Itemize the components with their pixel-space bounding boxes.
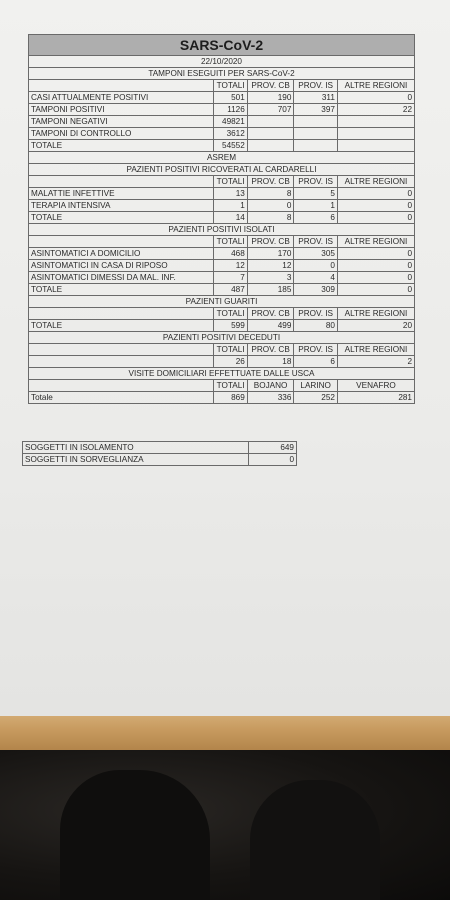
row-label: TOTALE bbox=[29, 284, 214, 296]
column-header: TOTALI bbox=[214, 236, 247, 248]
report-date: 22/10/2020 bbox=[29, 56, 415, 68]
value-cell: 54552 bbox=[214, 140, 247, 152]
value-cell: 6 bbox=[294, 356, 338, 368]
column-header: BOJANO bbox=[247, 380, 294, 392]
value-cell: 599 bbox=[214, 320, 247, 332]
empty-header-cell bbox=[29, 308, 214, 320]
table-row bbox=[29, 248, 415, 260]
row-label: TAMPONI POSITIVI bbox=[29, 104, 214, 116]
table-row bbox=[29, 92, 415, 104]
row-label: TERAPIA INTENSIVA bbox=[29, 200, 214, 212]
column-header: PROV. CB bbox=[247, 308, 294, 320]
row-label: TOTALE bbox=[29, 320, 214, 332]
table-row bbox=[29, 104, 415, 116]
value-cell: 281 bbox=[337, 392, 414, 404]
value-cell: 252 bbox=[294, 392, 338, 404]
value-cell: 6 bbox=[294, 212, 338, 224]
value-cell: 305 bbox=[294, 248, 338, 260]
value-cell: 8 bbox=[247, 188, 294, 200]
column-header: ALTRE REGIONI bbox=[337, 344, 414, 356]
row-label: SOGGETTI IN SORVEGLIANZA bbox=[23, 454, 249, 466]
table-row bbox=[29, 188, 415, 200]
column-header-row bbox=[29, 344, 415, 356]
value-cell: 468 bbox=[214, 248, 247, 260]
value-cell bbox=[337, 116, 414, 128]
isolation-table bbox=[22, 441, 297, 466]
empty-header-cell bbox=[29, 176, 214, 188]
section-title-row bbox=[29, 368, 415, 380]
value-cell: 80 bbox=[294, 320, 338, 332]
value-cell: 0 bbox=[249, 454, 297, 466]
column-header: TOTALI bbox=[214, 380, 247, 392]
column-header: ALTRE REGIONI bbox=[337, 80, 414, 92]
value-cell: 0 bbox=[337, 272, 414, 284]
value-cell: 311 bbox=[294, 92, 338, 104]
value-cell: 4 bbox=[294, 272, 338, 284]
section-title: PAZIENTI POSITIVI DECEDUTI bbox=[29, 332, 415, 344]
row-label: ASINTOMATICI DIMESSI DA MAL. INF. bbox=[29, 272, 214, 284]
value-cell: 18 bbox=[247, 356, 294, 368]
value-cell bbox=[247, 116, 294, 128]
column-header: TOTALI bbox=[214, 80, 247, 92]
value-cell bbox=[247, 128, 294, 140]
shoe-shadow bbox=[250, 780, 380, 900]
value-cell: 499 bbox=[247, 320, 294, 332]
value-cell: 7 bbox=[214, 272, 247, 284]
table-row bbox=[29, 272, 415, 284]
value-cell: 13 bbox=[214, 188, 247, 200]
value-cell: 397 bbox=[294, 104, 338, 116]
column-header: LARINO bbox=[294, 380, 338, 392]
section-title-row bbox=[29, 164, 415, 176]
value-cell: 869 bbox=[214, 392, 247, 404]
value-cell: 3 bbox=[247, 272, 294, 284]
column-header: ALTRE REGIONI bbox=[337, 236, 414, 248]
row-label bbox=[29, 356, 214, 368]
column-header-row bbox=[29, 308, 415, 320]
table-row bbox=[29, 200, 415, 212]
table-row bbox=[29, 128, 415, 140]
value-cell bbox=[294, 140, 338, 152]
table-row bbox=[29, 320, 415, 332]
value-cell bbox=[294, 116, 338, 128]
table-row bbox=[23, 454, 297, 466]
section-title: PAZIENTI POSITIVI RICOVERATI AL CARDARELLI bbox=[29, 164, 415, 176]
column-header: PROV. CB bbox=[247, 344, 294, 356]
bulletin-table bbox=[28, 34, 415, 404]
row-label: TAMPONI DI CONTROLLO bbox=[29, 128, 214, 140]
column-header: TOTALI bbox=[214, 308, 247, 320]
row-label: CASI ATTUALMENTE POSITIVI bbox=[29, 92, 214, 104]
value-cell: 49821 bbox=[214, 116, 247, 128]
value-cell: 5 bbox=[294, 188, 338, 200]
section-title: TAMPONI ESEGUITI PER SARS-CoV-2 bbox=[29, 68, 415, 80]
asrem-label: ASREM bbox=[29, 152, 415, 164]
row-label: SOGGETTI IN ISOLAMENTO bbox=[23, 442, 249, 454]
value-cell bbox=[247, 140, 294, 152]
column-header-row bbox=[29, 176, 415, 188]
column-header: PROV. IS bbox=[294, 308, 338, 320]
column-header: VENAFRO bbox=[337, 380, 414, 392]
row-label: TOTALE bbox=[29, 140, 214, 152]
row-label: ASINTOMATICI A DOMICILIO bbox=[29, 248, 214, 260]
table-row bbox=[29, 212, 415, 224]
value-cell: 1126 bbox=[214, 104, 247, 116]
value-cell: 707 bbox=[247, 104, 294, 116]
table-row bbox=[29, 284, 415, 296]
row-label: TOTALE bbox=[29, 212, 214, 224]
value-cell: 190 bbox=[247, 92, 294, 104]
value-cell: 0 bbox=[337, 188, 414, 200]
value-cell: 22 bbox=[337, 104, 414, 116]
asrem-row bbox=[29, 152, 415, 164]
empty-header-cell bbox=[29, 236, 214, 248]
date-row bbox=[29, 56, 415, 68]
column-header: PROV. CB bbox=[247, 236, 294, 248]
column-header: PROV. IS bbox=[294, 236, 338, 248]
value-cell: 12 bbox=[247, 260, 294, 272]
column-header: PROV. CB bbox=[247, 176, 294, 188]
value-cell: 0 bbox=[337, 200, 414, 212]
empty-header-cell bbox=[29, 80, 214, 92]
row-label: MALATTIE INFETTIVE bbox=[29, 188, 214, 200]
value-cell: 0 bbox=[337, 92, 414, 104]
column-header: ALTRE REGIONI bbox=[337, 308, 414, 320]
wooden-table-edge bbox=[0, 716, 450, 750]
value-cell: 14 bbox=[214, 212, 247, 224]
value-cell: 649 bbox=[249, 442, 297, 454]
table-row bbox=[23, 442, 297, 454]
column-header: PROV. IS bbox=[294, 80, 338, 92]
value-cell: 8 bbox=[247, 212, 294, 224]
document-title: SARS-CoV-2 bbox=[29, 35, 415, 56]
column-header: TOTALI bbox=[214, 176, 247, 188]
value-cell: 185 bbox=[247, 284, 294, 296]
row-label: Totale bbox=[29, 392, 214, 404]
section-title: PAZIENTI GUARITI bbox=[29, 296, 415, 308]
shoe-shadow bbox=[60, 770, 210, 900]
section-title: PAZIENTI POSITIVI ISOLATI bbox=[29, 224, 415, 236]
title-row bbox=[29, 35, 415, 56]
column-header: TOTALI bbox=[214, 344, 247, 356]
value-cell: 0 bbox=[337, 248, 414, 260]
section-title-row bbox=[29, 224, 415, 236]
section-title: VISITE DOMICILIARI EFFETTUATE DALLE USCA bbox=[29, 368, 415, 380]
table-row bbox=[29, 392, 415, 404]
empty-header-cell bbox=[29, 380, 214, 392]
empty-header-cell bbox=[29, 344, 214, 356]
table-row bbox=[29, 116, 415, 128]
value-cell: 309 bbox=[294, 284, 338, 296]
table-row bbox=[29, 140, 415, 152]
column-header: PROV. IS bbox=[294, 176, 338, 188]
section-title-row bbox=[29, 332, 415, 344]
value-cell: 20 bbox=[337, 320, 414, 332]
value-cell: 2 bbox=[337, 356, 414, 368]
column-header-row bbox=[29, 380, 415, 392]
value-cell: 0 bbox=[247, 200, 294, 212]
table-row bbox=[29, 260, 415, 272]
value-cell bbox=[294, 128, 338, 140]
value-cell: 170 bbox=[247, 248, 294, 260]
value-cell: 3612 bbox=[214, 128, 247, 140]
column-header: PROV. IS bbox=[294, 344, 338, 356]
section-title-row bbox=[29, 296, 415, 308]
value-cell: 0 bbox=[337, 212, 414, 224]
value-cell: 0 bbox=[294, 260, 338, 272]
value-cell: 0 bbox=[337, 260, 414, 272]
column-header: PROV. CB bbox=[247, 80, 294, 92]
column-header-row bbox=[29, 80, 415, 92]
row-label: ASINTOMATICI IN CASA DI RIPOSO bbox=[29, 260, 214, 272]
value-cell: 1 bbox=[214, 200, 247, 212]
value-cell: 12 bbox=[214, 260, 247, 272]
value-cell: 336 bbox=[247, 392, 294, 404]
value-cell: 501 bbox=[214, 92, 247, 104]
column-header: ALTRE REGIONI bbox=[337, 176, 414, 188]
value-cell bbox=[337, 128, 414, 140]
column-header-row bbox=[29, 236, 415, 248]
row-label: TAMPONI NEGATIVI bbox=[29, 116, 214, 128]
section-title-row bbox=[29, 68, 415, 80]
value-cell: 1 bbox=[294, 200, 338, 212]
value-cell: 26 bbox=[214, 356, 247, 368]
value-cell: 0 bbox=[337, 284, 414, 296]
table-row bbox=[29, 356, 415, 368]
value-cell bbox=[337, 140, 414, 152]
value-cell: 487 bbox=[214, 284, 247, 296]
